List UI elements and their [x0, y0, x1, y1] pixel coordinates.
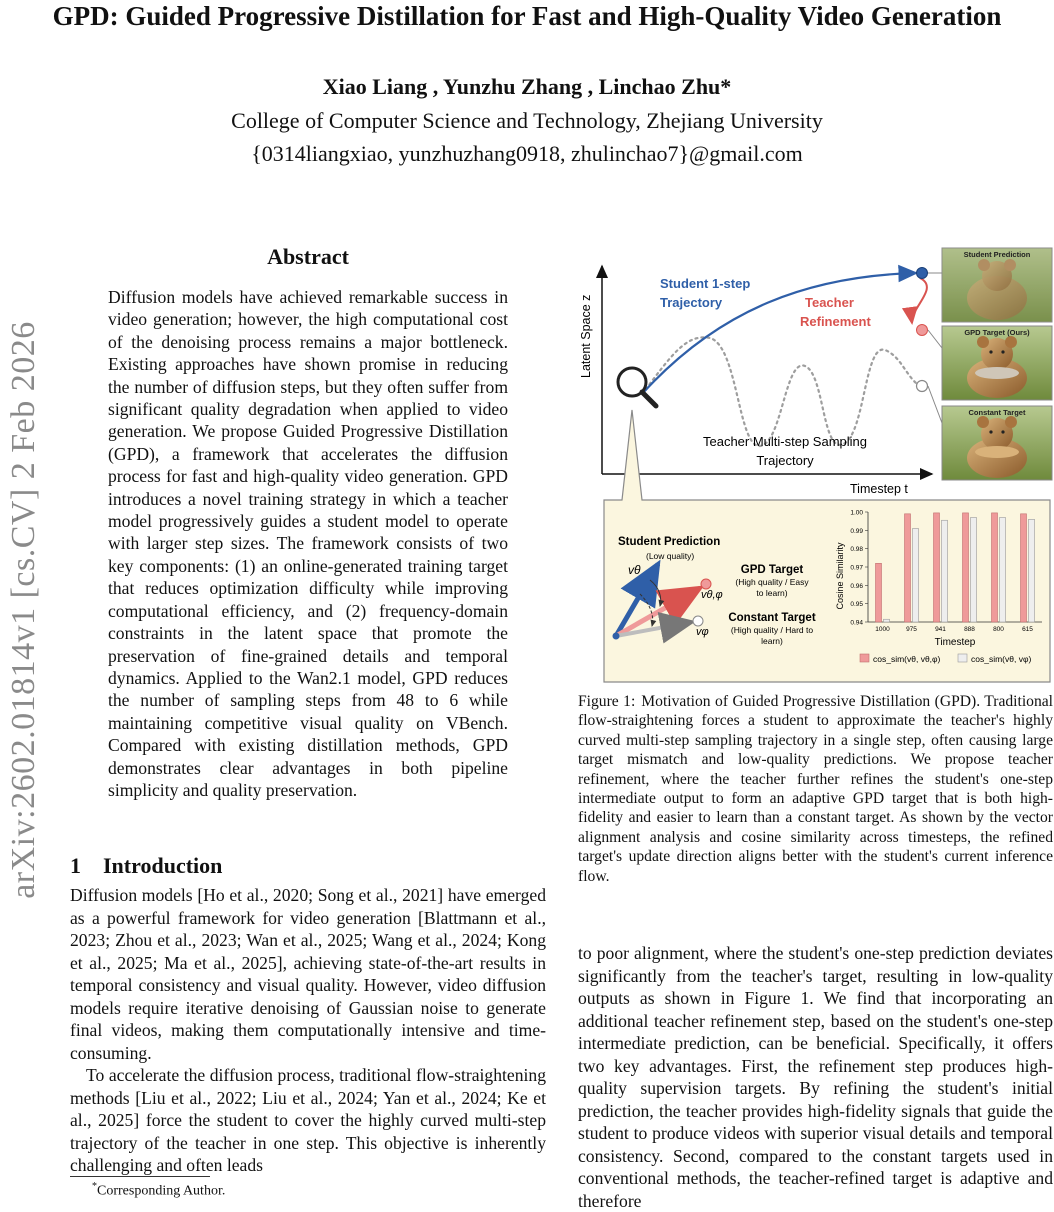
chart-bar: [992, 513, 998, 622]
teacher-refinement-arrow: [912, 278, 927, 323]
emails: {0314liangxiao, yunzhuzhang0918, zhulinchao7}@gmail.com: [251, 141, 803, 166]
constant-target-label: Constant Target: [728, 612, 816, 624]
intro-right-column: to poor alignment, where the student's one-step prediction deviates significantly from the teacher's target, resulting in low-quality outputs as shown in Figure 1. We find that incorporating an additional teacher refinement step, based on the student's one-step intermediate prediction, can be beneficial. Specifically, it offers two key advantages. First, the refinement step produces high-quality supervision targets. By refining the student's initial prediction, the teacher provides high-fidelity signals that guide the student to produce videos with superior visual details and temporal consistency. Second, compared to the constant targets used in conventional methods, the teacher-refined target is adaptive and therefore: [578, 943, 1053, 1211]
chart-y-tick-label: 0.94: [850, 619, 863, 627]
constant-point: [917, 381, 928, 392]
chart-x-tick-label: 941: [935, 626, 946, 633]
section-title: Introduction: [103, 853, 223, 878]
student-one-step-trajectory: [642, 273, 916, 394]
student-traj-label-1: Student 1-step: [660, 276, 751, 291]
footnote: *Corresponding Author.: [92, 1181, 226, 1199]
v-theta-label: vθ: [628, 563, 641, 577]
chart-bar: [884, 619, 890, 622]
paper-title: GPD: Guided Progressive Distillation for Fast and High-Quality Video Generation: [52, 1, 1002, 31]
thumbnail-label-2: GPD Target (Ours): [964, 328, 1030, 337]
v-theta-phi-label: vθ,φ: [701, 589, 723, 601]
v-phi-label: vφ: [696, 626, 709, 638]
chart-y-tick-label: 0.97: [850, 564, 863, 572]
chart-bar: [905, 514, 911, 622]
intro-left-column: [70, 884, 546, 1177]
constant-target-sub-1: (High quality / Hard to: [730, 625, 814, 635]
chart-bar: [876, 563, 882, 622]
caption-label: Figure 1:: [578, 693, 636, 710]
gpd-target-sub-2: to learn): [756, 588, 788, 598]
legend-label-2: cos_sim(vθ, vφ): [971, 654, 1032, 664]
chart-bar: [1029, 519, 1035, 622]
gpd-point: [917, 325, 928, 336]
chart-x-tick-label: 615: [1022, 626, 1033, 633]
student-prediction-label: Student Prediction: [618, 536, 721, 548]
x-axis-label: Timestep t: [850, 482, 908, 496]
chart-y-tick-label: 0.99: [850, 527, 863, 535]
connector: [928, 386, 942, 423]
teacher-refinement-label-1: Teacher: [805, 295, 854, 310]
teacher-multistep-label-2: Trajectory: [756, 453, 814, 468]
chart-bar: [942, 520, 948, 622]
thumbnail-constant-target: [942, 406, 1052, 480]
chart-bar: [934, 513, 940, 622]
abstract-text: Diffusion models have achieved remarkable success in video generation; however, the high computational cost of the denoising process remains a major bottleneck. Existing approaches have shown promise in reducing the number of diffusion steps, but they often suffer from significant quality degradation when applied to video generation. We propose Guided Progressive Distillation (GPD), a framework that accelerates the diffusion process for fast and high-quality video generation. GPD introduces a novel training strategy in which a teacher model progressively guides a student model to operate with larger step sizes. The framework consists of two key components: (1) an online-generated training target that reduces optimization difficulty while improving computational efficiency, and (2) frequency-domain constraints in the latent space that promote the preservation of fine-grained details and temporal dynamics. Applied to the Wan2.1 model, GPD reduces the number of sampling steps from 48 to 6 while maintaining competitive visual quality on VBench. Compared with existing distillation methods, GPD demonstrates clear advantages in both pipeline simplicity and quality preservation.: [108, 287, 508, 800]
magnifier-icon: [618, 368, 656, 406]
thumbnail-label-3: Constant Target: [968, 408, 1026, 417]
student-point: [917, 268, 928, 279]
teacher-multistep-label-1: Teacher Multi-step Sampling: [702, 434, 868, 449]
intro-heading: [70, 853, 222, 879]
teacher-refinement-label-2: Refinement: [800, 314, 871, 329]
arxiv-id: arXiv:2602.01814v1 [cs.CV] 2 Feb 2026: [5, 321, 42, 899]
gpd-target-sub-1: (High quality / Easy: [735, 577, 809, 587]
thumbnail-label-1: Student Prediction: [963, 250, 1031, 259]
y-axis-label: Latent Space z: [579, 294, 593, 378]
figure-caption: [578, 692, 1053, 886]
figure-1-svg: [560, 238, 1054, 684]
legend-swatch-1: [860, 654, 869, 662]
chart-bar: [1021, 514, 1027, 622]
chart-xlabel: Timestep: [934, 637, 976, 648]
chart-x-tick-label: 888: [964, 626, 975, 633]
connector: [928, 330, 942, 348]
legend-label-1: cos_sim(vθ, vθ,φ): [873, 654, 941, 664]
abstract-heading: Abstract: [267, 244, 349, 269]
arxiv-watermark: [0, 265, 48, 955]
chart-x-tick-label: 800: [993, 626, 1004, 633]
chart-bar: [963, 513, 969, 622]
chart-y-tick-label: 0.95: [850, 601, 863, 609]
chart-ylabel: Cosine Similarity: [835, 542, 845, 610]
student-traj-label-2: Trajectory: [660, 295, 723, 310]
chart-y-tick-label: 0.98: [850, 546, 863, 554]
legend-swatch-2: [958, 654, 967, 662]
affiliation: College of Computer Science and Technology, Zhejiang University: [231, 108, 823, 133]
chart-y-tick-label: 0.96: [850, 582, 863, 590]
chart-bar: [971, 518, 977, 623]
intro-paragraph-1: Diffusion models [Ho et al., 2020; Song et al., 2021] have emerged as a powerful framework for video generation [Blattmann et al., 2023; Zhou et al., 2023; Wan et al., 2025; Wang et al., 2024; Kong et al., 2025; Ma et al., 2025], achieving state-of-the-art results in temporal consistency and visual quality. However, video diffusion models require iterative denoising of Gaussian noise to generate final videos, making them computationally intensive and time-consuming.: [70, 885, 546, 1063]
chart-y-tick-label: 1.00: [850, 509, 863, 517]
figure-1: [560, 238, 1054, 684]
thumbnail-gpd-target: [942, 326, 1052, 400]
chart-x-tick-label: 975: [906, 626, 917, 633]
footnote-rule: [70, 1176, 210, 1177]
section-number: 1: [70, 853, 81, 878]
gpd-target-label: GPD Target: [740, 564, 804, 576]
chart-bar: [913, 529, 919, 623]
student-prediction-sub: (Low quality): [646, 551, 695, 561]
chart-x-tick-label: 1000: [875, 626, 890, 633]
caption-text: Motivation of Guided Progressive Distillation (GPD). Traditional flow-straightening forces a student to approximate the teacher's highly curved multi-step sampling trajectory in a single step, often causing large target mismatch and low-quality predictions. We propose teacher refinement, where the teacher further refines the student's one-step intermediate output to form an adaptive GPD target that is both high-fidelity and easier to learn than a constant target. As shown by the vector alignment analysis and cosine similarity across timesteps, the refined target's update direction aligns better with the student's current inference flow.: [578, 693, 1054, 885]
thumbnail-student-prediction: [942, 248, 1052, 322]
chart-bar: [1000, 518, 1006, 623]
authors: Xiao Liang , Yunzhu Zhang , Linchao Zhu*: [322, 74, 732, 99]
constant-target-sub-2: learn): [761, 636, 783, 646]
intro-paragraph-2: To accelerate the diffusion process, traditional flow-straightening methods [Liu et al., 2022; Liu et al., 2024; Yan et al., 2024; Ke et al., 2025] force the student to cover the highly curved multi-step trajectory of the teacher in one step. This objective is inherently challenging and often leads: [70, 1065, 546, 1175]
